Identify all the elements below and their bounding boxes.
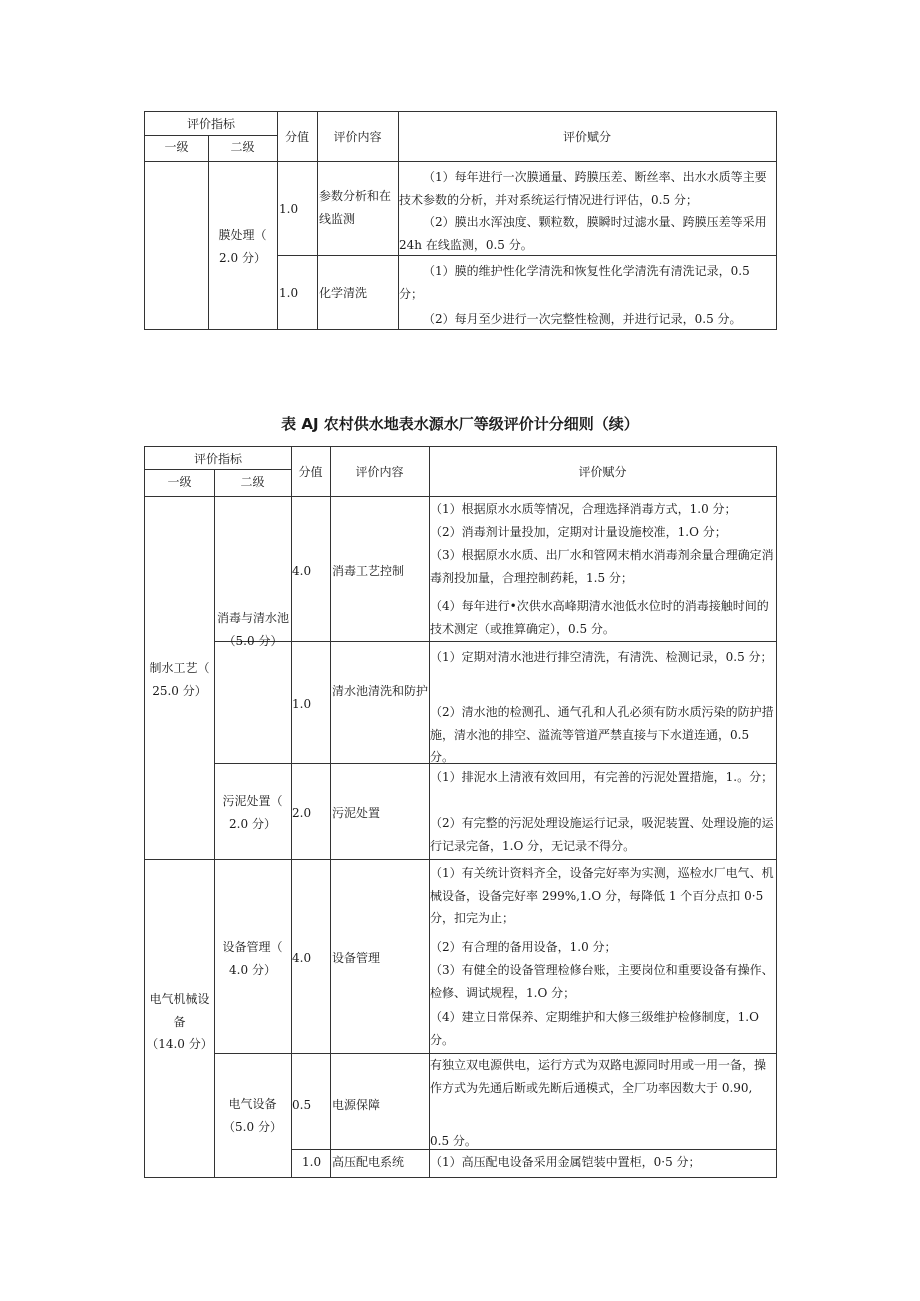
header-content: 评价内容	[355, 465, 404, 479]
table-scoring	[144, 446, 777, 1178]
grading-text: （2）清水池的检测孔、通气孔和人孔必须有防水质污染的防护措施，清水池的排空、溢流等管道严禁直接与下水道连通，0.5 分。	[430, 705, 774, 763]
grading-text: （2）每月至少进行一次完整性检测，并进行记录，0.5 分。	[423, 312, 742, 326]
level2-sludge: 污泥处置（ 2.0 分）	[222, 794, 283, 831]
header-score: 分值	[284, 130, 309, 144]
content-cell: 消毒工艺控制	[332, 564, 405, 578]
header-grading: 评价赋分	[562, 130, 611, 144]
score-cell: 1.0	[292, 697, 312, 711]
grading-text: 有独立双电源供电，运行方式为双路电源同时用或一用一备，操作方式为先通后断或先断后通模式，全厂功率因数大于 0.90,	[430, 1058, 767, 1095]
grading-text: （3）有健全的设备管理检修台账，主要岗位和重要设备有操作、检修、调试规程，1.O 分；	[430, 963, 774, 1000]
content-cell: 污泥处置	[332, 806, 381, 820]
header-score: 分值	[298, 465, 323, 479]
level1-electromechanical: 电气机械设备 （14.0 分）	[146, 992, 213, 1051]
content-cell: 高压配电系统	[332, 1155, 405, 1169]
table-title: 表 AJ 农村供水地表水源水厂等级评价计分细则（续）	[281, 415, 639, 433]
header-grading: 评价赋分	[578, 465, 627, 479]
content-cell: 化学清洗	[319, 286, 368, 300]
grading-text: （2）有完整的污泥处理设施运行记录，吸泥装置、处理设施的运行记录完备，1.O 分，无记录不得分。	[430, 816, 774, 853]
header-eval-index: 评价指标	[186, 117, 235, 131]
score-cell: 4.0	[292, 951, 312, 965]
score-cell: 1.0	[279, 202, 299, 216]
header-level1: 一级	[167, 475, 192, 489]
header-level2: 二级	[230, 140, 255, 154]
level2-equipment-management: 设备管理（ 4.0 分）	[222, 940, 283, 977]
grading-text: （1）每年进行一次膜通量、跨膜压差、断丝率、出水水质等主要技术参数的分析，并对系统运行情况进行评估，0.5 分；	[399, 170, 767, 207]
header-content: 评价内容	[333, 130, 382, 144]
grading-text: （1）有关统计资料齐全，设备完好率为实测，巡检水厂电气、机械设备，设备完好率 299%,1.O 分，每降低 1 个百分点扣 0·5 分，扣完为止；	[430, 866, 774, 925]
score-cell: 0.5	[292, 1098, 312, 1112]
header-eval-index: 评价指标	[193, 452, 242, 466]
content-cell: 清水池清洗和防护	[332, 684, 429, 698]
grading-text: （1）膜的维护性化学清洗和恢复性化学清洗有清洗记录，0.5 分；	[399, 264, 750, 301]
grading-text: （1）根据原水水质等情况，合理选择消毒方式，1.0 分；	[430, 502, 737, 516]
score-cell: 4.0	[292, 564, 312, 578]
level1-water-process: 制水工艺（ 25.0 分）	[149, 661, 210, 698]
header-level2: 二级	[240, 475, 265, 489]
score-cell: 2.0	[292, 806, 312, 820]
content-cell: 设备管理	[332, 951, 381, 965]
grading-text: （3）根据原水水质、出厂水和管网末梢水消毒剂余量合理确定消毒剂投加量，合理控制药耗，1.5 分；	[430, 548, 774, 585]
header-level1: 一级	[164, 140, 189, 154]
level2-electrical-equipment: 电气设备 （5.0 分）	[223, 1097, 282, 1134]
content-cell: 参数分析和在线监测	[319, 189, 392, 226]
grading-text: （4）建立日常保养、定期维护和大修三级维护检修制度，1.O 分。	[430, 1010, 759, 1047]
score-cell: 1.0	[302, 1155, 322, 1169]
grading-text: （4）每年进行•次供水高峰期清水池低水位时的消毒接触时间的技术测定（或推算确定），0.5 分。	[430, 599, 769, 636]
grading-text: （2）有合理的备用设备，1.0 分；	[430, 940, 617, 954]
grading-text: （1）定期对清水池进行排空清洗，有清洗、检测记录，0.5 分；	[430, 650, 773, 664]
grading-text: 0.5 分。	[430, 1134, 477, 1148]
level2-membrane: 膜处理（ 2.0 分）	[218, 228, 267, 265]
grading-text: （1）排泥水上清液有效回用，有完善的污泥处置措施，1.。分；	[430, 770, 774, 784]
table-membrane	[144, 111, 777, 330]
level2-disinfection: 消毒与清水池（5.0 分）	[216, 611, 289, 648]
grading-text: （1）高压配电设备采用金属铠装中置柜，0·5 分；	[430, 1155, 701, 1169]
grading-text: （2）膜出水浑浊度、颗粒数，膜瞬时过滤水量、跨膜压差等采用 24h 在线监测，0.5 分。	[399, 215, 767, 252]
grading-text: （2）消毒剂计量投加，定期对计量设施校准，1.O 分；	[430, 525, 727, 539]
score-cell: 1.0	[279, 286, 299, 300]
content-cell: 电源保障	[332, 1098, 381, 1112]
